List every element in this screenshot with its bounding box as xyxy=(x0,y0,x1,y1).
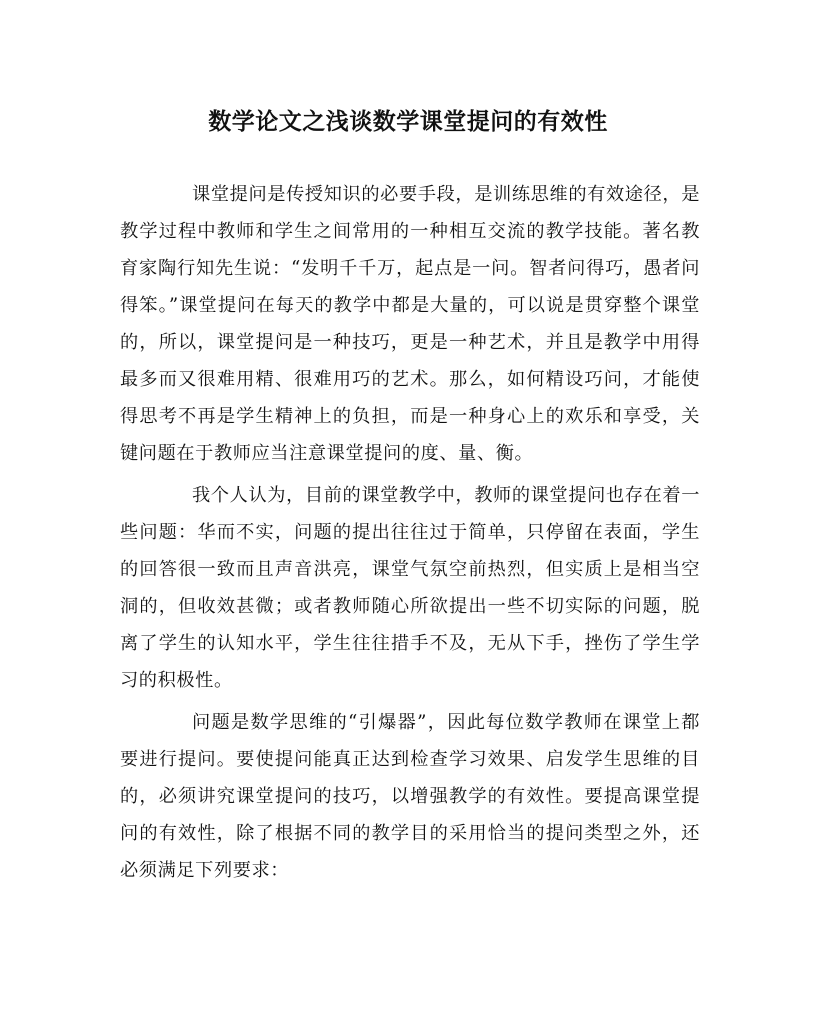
paragraph-1: 课堂提问是传授知识的必要手段，是训练思维的有效途径，是教学过程中教师和学生之间常用的一种相互交流的教学技能。著名教育家陶行知先生说：“发明千千万，起点是一问。智者问得巧，愚者问得笨。”课堂提问在每天的教学中都是大量的，可以说是贯穿整个课堂的，所以，课堂提问是一种技巧，更是一种艺术，并且是教学中用得最多而又很难用精、很难用巧的艺术。那么，如何精设巧问，才能使得思考不再是学生精神上的负担，而是一种身心上的欢乐和享受，关键问题在于教师应当注意课堂提问的度、量、衡。 xyxy=(120,184,700,464)
document-title: 数学论文之浅谈数学课堂提问的有效性 xyxy=(208,108,608,135)
paragraph-3: 问题是数学思维的“引爆器”，因此每位数学教师在课堂上都要进行提问。要使提问能真正达到检查学习效果、启发学生思维的目的，必须讲究课堂提问的技巧，以增强教学的有效性。要提高课堂提问的有效性，除了根据不同的教学目的采用恰当的提问类型之外，还必须满足下列要求： xyxy=(120,712,700,881)
paragraph-2: 我个人认为，目前的课堂教学中，教师的课堂提问也存在着一些问题：华而不实，问题的提出往往过于简单，只停留在表面，学生的回答很一致而且声音洪亮，课堂气氛空前热烈，但实质上是相当空洞的，但收效甚微；或者教师随心所欲提出一些不切实际的问题，脱离了学生的认知水平，学生往往措手不及，无从下手，挫伤了学生学习的积极性。 xyxy=(120,485,700,691)
document-body xyxy=(120,176,700,894)
